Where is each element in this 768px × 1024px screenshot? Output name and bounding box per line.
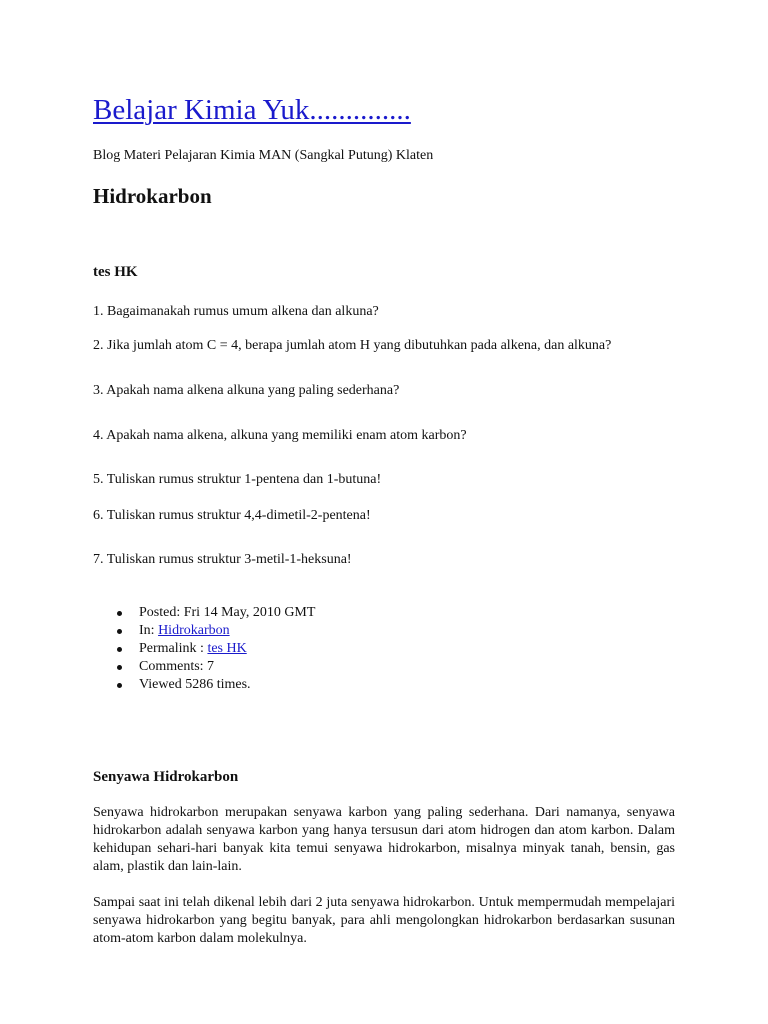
meta-posted-text: Posted: Fri 14 May, 2010 GMT bbox=[139, 605, 316, 620]
question-2: 2. Jika jumlah atom C = 4, berapa jumlah atom H yang dibutuhkan pada alkena, dan alkuna? bbox=[93, 338, 612, 353]
post-meta-list bbox=[93, 604, 315, 694]
meta-category bbox=[93, 622, 315, 640]
blog-description: Blog Materi Pelajaran Kimia MAN (Sangkal Putung) Klaten bbox=[93, 148, 434, 163]
meta-in-label: In: bbox=[139, 623, 159, 638]
blog-title-link[interactable]: Belajar Kimia Yuk.............. bbox=[93, 94, 411, 126]
meta-permalink-label: Permalink : bbox=[139, 641, 208, 656]
question-7: 7. Tuliskan rumus struktur 3-metil-1-heksuna! bbox=[93, 552, 352, 567]
post-title: tes HK bbox=[93, 264, 138, 280]
meta-comments bbox=[93, 658, 315, 676]
meta-viewed-text: Viewed 5286 times. bbox=[139, 677, 251, 692]
bullet-icon bbox=[117, 629, 122, 634]
meta-permalink bbox=[93, 640, 315, 658]
question-1: 1. Bagaimanakah rumus umum alkena dan alkuna? bbox=[93, 304, 379, 319]
bullet-icon bbox=[117, 647, 122, 652]
question-5: 5. Tuliskan rumus struktur 1-pentena dan 1-butuna! bbox=[93, 472, 382, 487]
question-6: 6. Tuliskan rumus struktur 4,4-dimetil-2-pentena! bbox=[93, 508, 371, 523]
paragraph-2: Sampai saat ini telah dikenal lebih dari 2 juta senyawa hidrokarbon. Untuk mempermudah mempelajari senyawa hidrokarbon yang begitu banyak, para ahli mengolongkan hidrokarbon berdasarkan susunan atom-atom karbon dalam molekulnya. bbox=[93, 895, 675, 946]
category-heading: Hidrokarbon bbox=[93, 184, 212, 208]
bullet-icon bbox=[117, 611, 122, 616]
meta-comments-text: Comments: 7 bbox=[139, 659, 215, 674]
question-3: 3. Apakah nama alkena alkuna yang paling sederhana? bbox=[93, 383, 400, 398]
bullet-icon bbox=[117, 683, 122, 688]
meta-viewed bbox=[93, 676, 315, 694]
bullet-icon bbox=[117, 665, 122, 670]
paragraph-1: Senyawa hidrokarbon merupakan senyawa karbon yang paling sederhana. Dari namanya, senyawa hidrokarbon adalah senyawa karbon yang hanya tersusun dari atom hidrogen dan atom karbon. Dalam kehidupan sehari-hari banyak kita temui senyawa hidrokarbon, misalnya minyak tanah, bensin, gas alam, plastik dan lain-lain. bbox=[93, 805, 675, 874]
question-4: 4. Apakah nama alkena, alkuna yang memiliki enam atom karbon? bbox=[93, 428, 467, 443]
section-heading: Senyawa Hidrokarbon bbox=[93, 769, 239, 785]
permalink-link[interactable]: tes HK bbox=[207, 641, 247, 656]
category-link[interactable]: Hidrokarbon bbox=[158, 623, 230, 638]
meta-posted bbox=[93, 604, 315, 622]
